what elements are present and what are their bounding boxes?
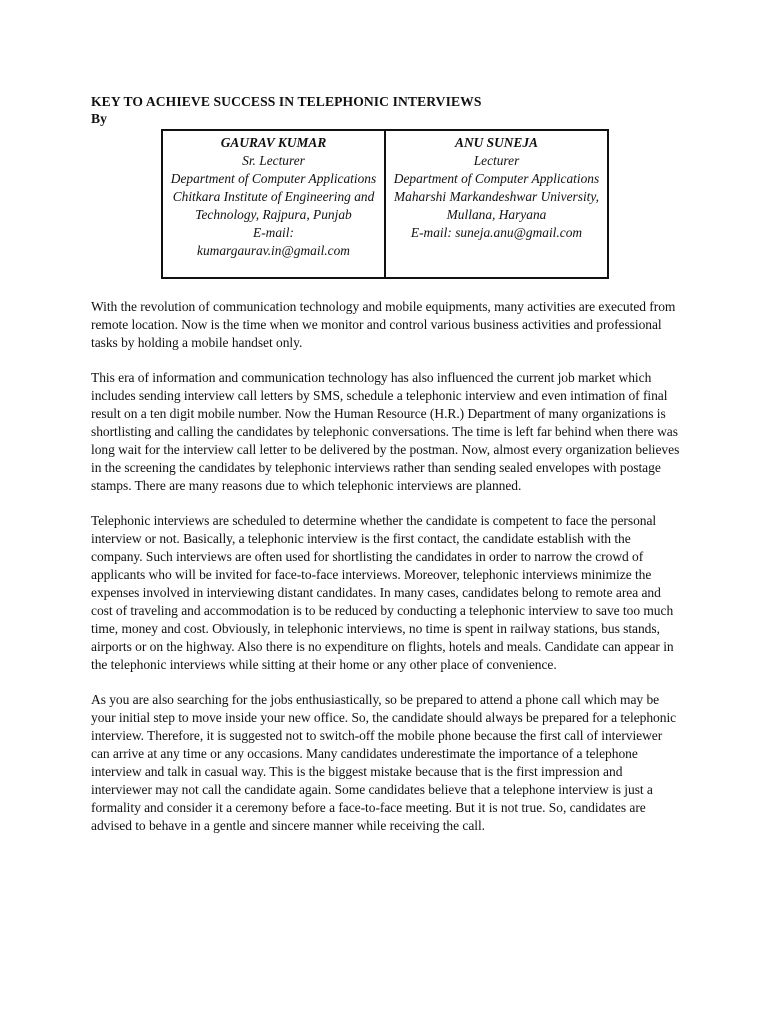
author-institution: Chitkara Institute of Engineering and Technology, Rajpura, Punjab [172,189,375,222]
by-label: By [91,111,107,126]
paragraph: Telephonic interviews are scheduled to determine whether the candidate is competent to face the personal interview or not. Basically, a telephonic interview is the first contact, the candidate establish with the company. Such interviews are often used for shortlisting the candidates in order to narrow the crowd of applicants who will be invited for face-to-face interviews. Moreover, telephonic interviews minimize the expenses involved in interviewing distant candidates. In many cases, candidates belong to remote area and cost of traveling and accommodation is to be reduced by conducting a telephonic interview to save too much time, money and cost. Obviously, in telephonic interviews, no time is spent in railway stations, bus stands, airports or on the highway. Also there is no expenditure on flights, hotels and meals. Candidate can appear in the telephonic interviews while sitting at their home or any other place of convenience. [91,513,674,672]
paragraph: This era of information and communication technology has also influenced the current job market which includes sending interview call letters by SMS, schedule a telephonic interview and even intimation of final result on a ten digit mobile number. Now the Human Resource (H.R.) Department of many organizations is shortlisting and calling the candidates by telephonic conversations. The time is left far behind when there was long wait for the interview call letter to be delivered by the postman. Now, almost every organization believes in the screening the candidates by telephonic interviews rather than sending sealed envelopes with postage stamps. There are many reasons due to which telephonic interviews are planned. [91,370,680,493]
paragraph: With the revolution of communication technology and mobile equipments, many activities are executed from remote location. Now is the time when we monitor and control various business activities and professional tasks by holding a mobile handset only. [91,299,676,350]
author-email: suneja.anu@gmail.com [455,225,583,240]
authors-table [161,129,609,279]
author-cell-1 [163,131,384,277]
author-name: ANU SUNEJA [455,135,538,150]
author-institution: Maharshi Markandeshwar University, Mullana, Haryana [394,189,599,222]
author-email: kumargaurav.in@gmail.com [197,243,350,258]
author-role: Sr. Lecturer [242,153,305,168]
author-department: Department of Computer Applications [170,171,377,186]
author-name: GAURAV KUMAR [220,135,327,150]
author-cell-2 [384,131,607,277]
document-page [91,93,680,833]
author-department: Department of Computer Applications [393,171,600,186]
document-title: KEY TO ACHIEVE SUCCESS IN TELEPHONIC INTERVIEWS [91,94,482,109]
author-email-label: E-mail: [410,225,452,240]
author-role: Lecturer [473,153,520,168]
author-email-label: E-mail: [253,225,294,240]
document-body [91,298,681,852]
paragraph: As you are also searching for the jobs enthusiastically, so be prepared to attend a phone call which may be your initial step to move inside your new office. So, the candidate should always be prepared for a telephonic interview. Therefore, it is suggested not to switch-off the mobile phone because the first call of interviewer can arrive at any time or any occasions. Many candidates underestimate the importance of a telephone interview and talk in casual way. This is the biggest mistake because that is the first impression and interviewer may not call the candidate again. Some candidates believe that a telephone interview is just a formality and consider it a ceremony before a face-to-face meeting. But it is not true. So, candidates are advised to behave in a gentle and sincere manner while receiving the call. [91,692,677,833]
